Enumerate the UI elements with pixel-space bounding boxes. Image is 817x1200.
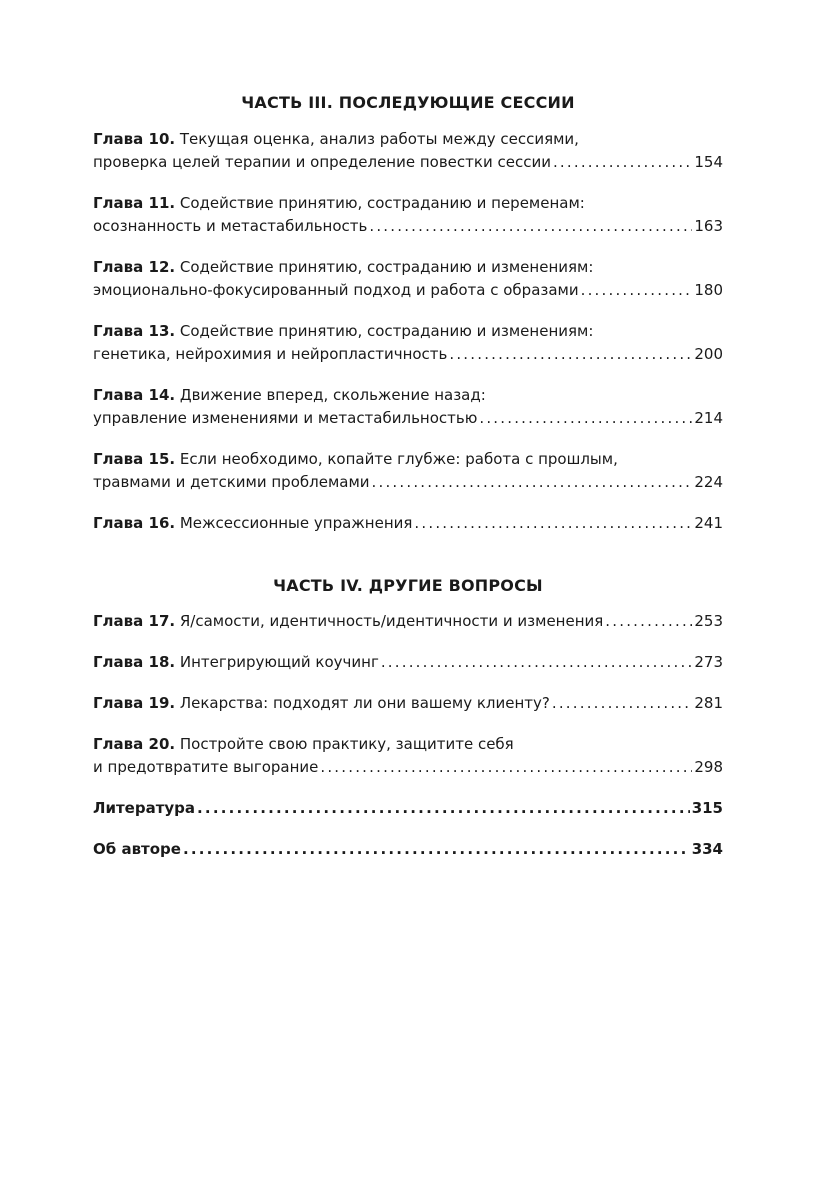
leader-dots [479, 407, 692, 430]
leader-dots [553, 151, 692, 174]
page-number: 253 [694, 612, 723, 630]
toc-entry-chapter-10[interactable] [93, 128, 723, 174]
page-number: 200 [694, 345, 723, 363]
page-number: 298 [694, 758, 723, 776]
leader-dots [372, 471, 693, 494]
table-of-contents [93, 92, 723, 879]
toc-entry-chapter-11[interactable] [93, 192, 723, 238]
toc-entry-chapter-14[interactable] [93, 384, 723, 430]
page-number: 180 [694, 281, 723, 299]
literature-label: Литература [93, 799, 196, 817]
toc-entry-chapter-12[interactable] [93, 256, 723, 302]
chapter-label: Глава 11. [93, 194, 176, 212]
chapter-title-line1: Если необходимо, копайте глубже: работа с прошлым, [179, 450, 618, 468]
page-number: 241 [694, 514, 723, 532]
chapter-label: Глава 15. [93, 450, 176, 468]
page-number: 163 [694, 217, 723, 235]
chapter-label: Глава 18. [93, 653, 176, 671]
toc-entry-chapter-17[interactable] [93, 610, 723, 633]
chapter-title-line1: Содействие принятию, состраданию и переменам: [179, 194, 585, 212]
page-number: 315 [691, 799, 723, 817]
toc-entry-chapter-20[interactable] [93, 733, 723, 779]
chapter-title-line2: и предотвратите выгорание [93, 758, 319, 776]
chapter-title-line2: генетика, нейрохимия и нейропластичность [93, 345, 448, 363]
leader-dots [414, 512, 692, 535]
chapter-title: Интегрирующий коучинг [179, 653, 379, 671]
chapter-label: Глава 20. [93, 735, 176, 753]
leader-dots [605, 610, 692, 633]
leader-dots [552, 692, 693, 715]
chapter-label: Глава 10. [93, 130, 176, 148]
leader-dots [449, 343, 692, 366]
chapter-title-line2: проверка целей терапии и определение повестки сессии [93, 153, 551, 171]
leader-dots [381, 651, 693, 674]
leader-dots [197, 797, 690, 820]
chapter-title-line2: управление изменениями и метастабильностью [93, 409, 478, 427]
chapter-title-line2: травмами и детскими проблемами [93, 473, 370, 491]
chapter-label: Глава 17. [93, 612, 176, 630]
chapter-title-line2: эмоционально-фокусированный подход и работа с образами [93, 281, 579, 299]
part-4-heading: ЧАСТЬ IV. ДРУГИЕ ВОПРОСЫ [273, 576, 543, 595]
part-3-heading: ЧАСТЬ III. ПОСЛЕДУЮЩИЕ СЕССИИ [241, 93, 575, 112]
toc-entry-chapter-18[interactable] [93, 651, 723, 674]
chapter-label: Глава 14. [93, 386, 176, 404]
chapter-label: Глава 19. [93, 694, 176, 712]
chapter-label: Глава 13. [93, 322, 176, 340]
page-number: 224 [694, 473, 723, 491]
chapter-title: Межсессионные упражнения [179, 514, 413, 532]
toc-entry-about-author[interactable] [93, 838, 723, 861]
chapter-title-line2: осознанность и метастабильность [93, 217, 368, 235]
toc-entry-chapter-19[interactable] [93, 692, 723, 715]
page-number: 273 [694, 653, 723, 671]
page-number: 214 [694, 409, 723, 427]
chapter-label: Глава 16. [93, 514, 176, 532]
page-number: 334 [691, 840, 723, 858]
chapter-title-line1: Движение вперед, скольжение назад: [179, 386, 486, 404]
leader-dots [369, 215, 692, 238]
toc-entry-literature[interactable] [93, 797, 723, 820]
toc-entry-chapter-15[interactable] [93, 448, 723, 494]
toc-entry-chapter-13[interactable] [93, 320, 723, 366]
chapter-title-line1: Содействие принятию, состраданию и изменениям: [179, 258, 594, 276]
about-author-label: Об авторе [93, 840, 181, 858]
leader-dots [581, 279, 693, 302]
leader-dots [183, 838, 690, 861]
chapter-title-line1: Текущая оценка, анализ работы между сессиями, [179, 130, 579, 148]
toc-entry-chapter-16[interactable] [93, 512, 723, 535]
chapter-title-line1: Постройте свою практику, защитите себя [179, 735, 514, 753]
chapter-title: Лекарства: подходят ли они вашему клиенту? [179, 694, 550, 712]
chapter-label: Глава 12. [93, 258, 176, 276]
page-number: 281 [694, 694, 723, 712]
page-number: 154 [694, 153, 723, 171]
chapter-title-line1: Содействие принятию, состраданию и изменениям: [179, 322, 594, 340]
chapter-title: Я/самости, идентичность/идентичности и изменения [179, 612, 604, 630]
leader-dots [320, 756, 692, 779]
